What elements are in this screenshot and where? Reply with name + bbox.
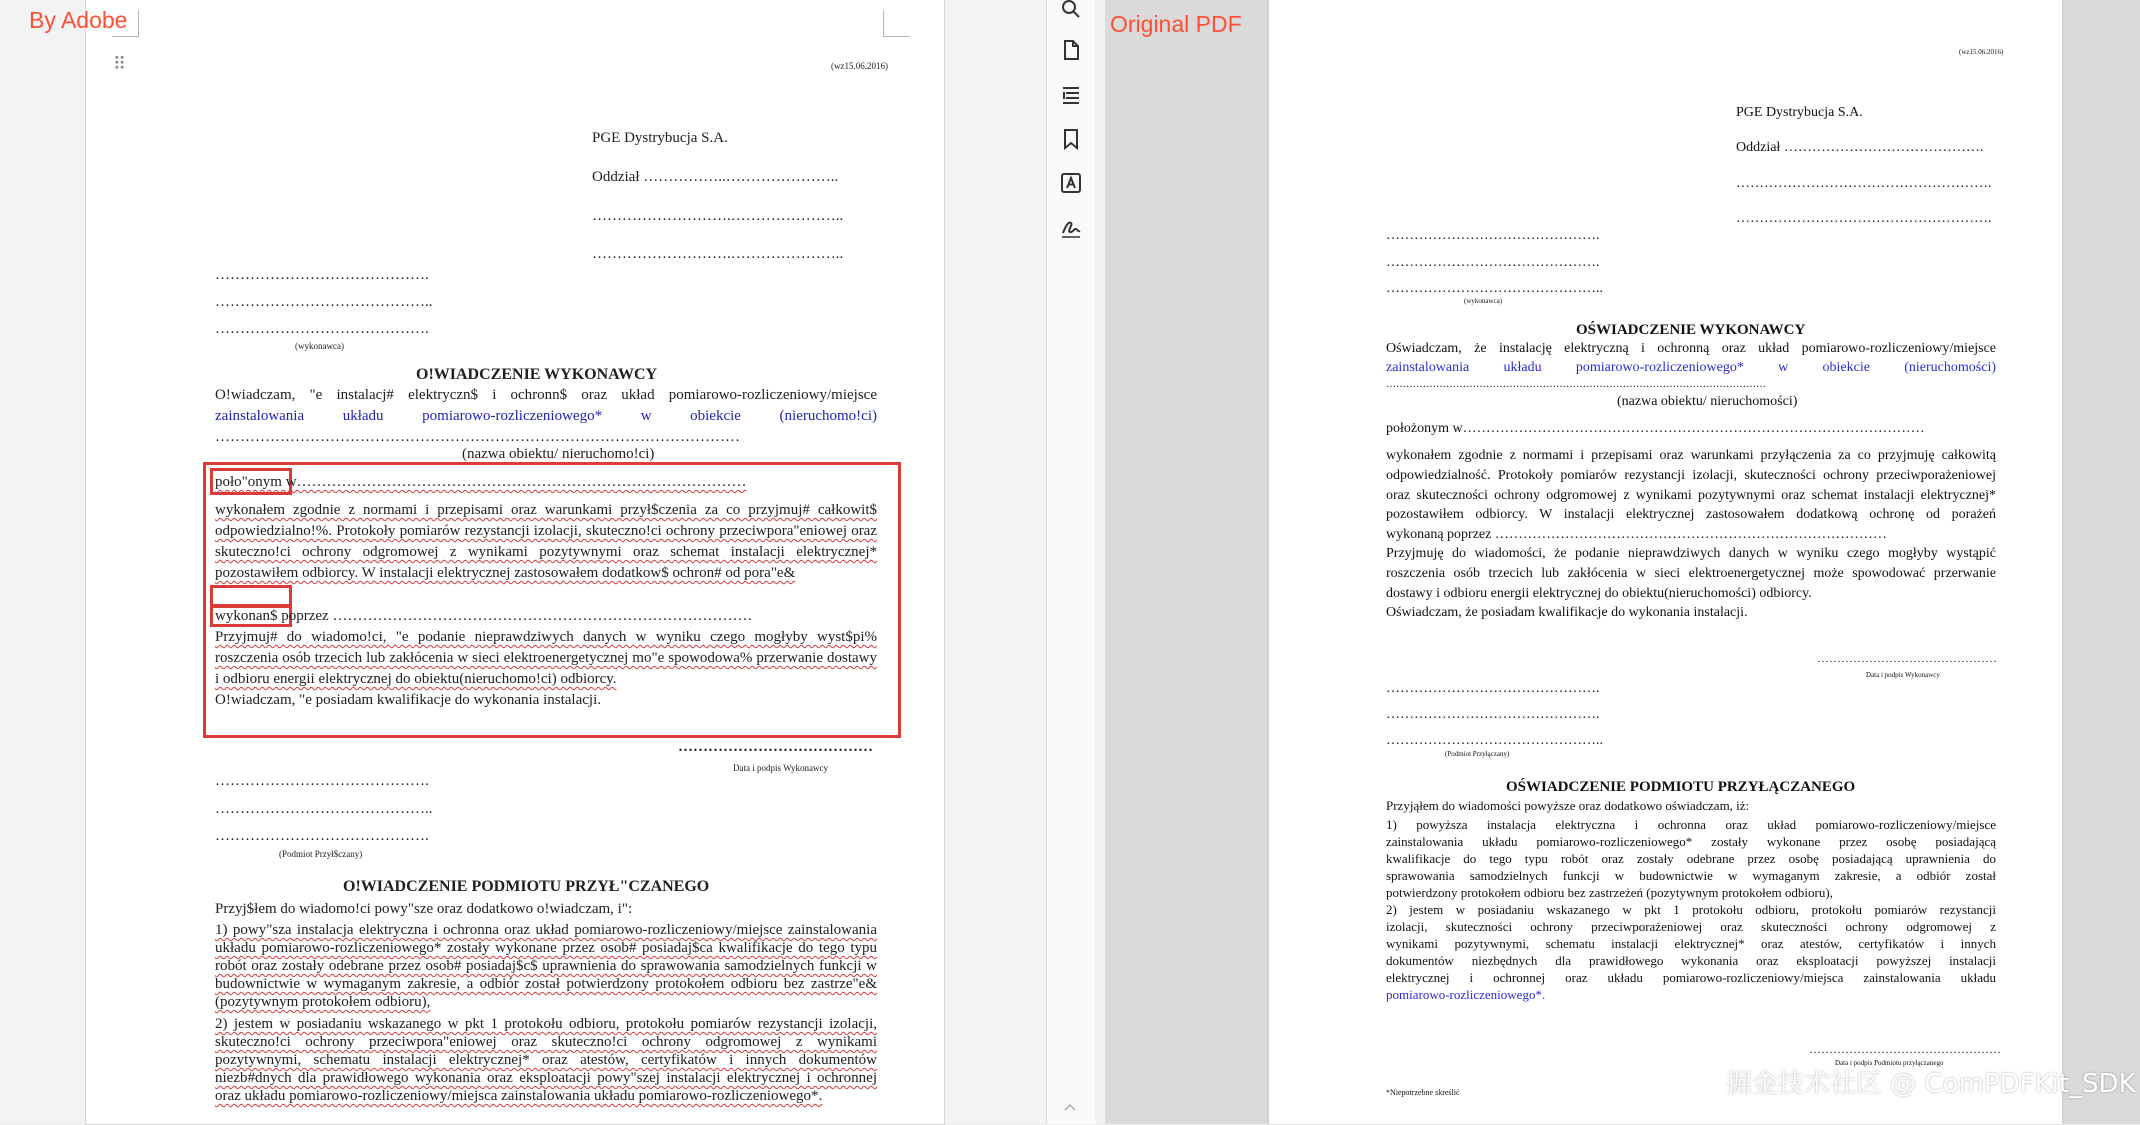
p1-line: Oświadczam, że instalację elektryczną i ochronną oraz układ pomiarowo-rozliczeniowy/miejsce — [1386, 341, 1996, 356]
body-line: Oświadczam, że posiadam kwalifikacje do wykonania instalacji. — [1386, 605, 1748, 620]
dotted-line: ………………………………………………. — [1736, 211, 1992, 226]
left-panel — [0, 0, 1046, 1124]
watermark: 掘金技术社区 @ ComPDFKit_SDK — [1726, 1069, 2136, 1099]
connected-line: ………………………………………. — [1386, 707, 1600, 722]
signature-dots: ……………………………………… — [1817, 651, 1997, 665]
search-icon[interactable] — [1059, 0, 1083, 21]
title-contractor-statement: O!WIADCZENIE WYKONAWCY — [416, 366, 658, 383]
connected-line: ……………………………………. — [215, 773, 429, 789]
p1-line: zainstalowania układu pomiarowo-rozliczeniowego* w obiekcie (nieruchomości) — [1386, 360, 1996, 375]
signature-dots: ………………………………… — [678, 739, 873, 755]
label-original-pdf: Original PDF — [1110, 11, 1242, 37]
connected-line: ……………………………………. — [215, 828, 429, 844]
box-line: O!wiadczam, "e posiadam kwalifikacje do wykonania instalacji. — [215, 692, 601, 708]
body-line: dostawy i odbioru energii elektrycznej do obiektu(nieruchomości) odbiorcy. — [1386, 586, 1812, 601]
p2-line: elektrycznej i ochronnej oraz układu pomiarowo-rozliczeniowy/miejsca zainstalowania układu — [1386, 970, 1996, 985]
p1-line: …………………………………………………………………………………………………… — [1386, 379, 1766, 390]
p2-line: Przyjąłem do wiadomości powyższe oraz dodatkowo oświadczam, iż: — [1386, 798, 1750, 813]
contractor-line: ………………………………………. — [1386, 228, 1600, 243]
p2-line: 1) powyższa instalacja elektryczna i ochronna oraz układ pomiarowo-rozliczeniowy/miejsce — [1386, 817, 1996, 832]
p2-line: kwalifikacje do tego typu robót oraz zostały odebrane przez osobę posiadającą uprawnienia do — [1386, 851, 1996, 866]
signature-caption: Data i podpis Wykonawcy — [1866, 671, 1940, 679]
located-line: położonym w……………………………………………………………………………………… — [1386, 421, 1925, 436]
box-line: wykonan$ poprzez ………………………………………………………………………… — [215, 608, 753, 624]
converted-document-page — [85, 0, 945, 1125]
doc-date: (wz15.06.2016) — [1959, 48, 2004, 56]
signature-icon[interactable] — [1059, 215, 1083, 239]
p2-line: sprawowania samodzielnych funkcji w budownictwie w wymaganym zakresie, a odbiór został — [1386, 868, 1996, 883]
page-corner-mark — [883, 10, 910, 37]
side-toolbar — [1046, 0, 1096, 1124]
box-line: poło"onym w……………………………………………………………………………… — [215, 474, 747, 490]
original-pdf-page — [1269, 0, 2062, 1124]
p2-line: izolacji, skuteczności ochrony przeciwporażeniowej oraz skuteczności ochrony odgromowej z — [1386, 919, 1996, 934]
p1-caption: (nazwa obiektu/ nieruchomości) — [1617, 394, 1798, 409]
p1-caption: (nazwa obiektu/ nieruchomo!ci) — [462, 446, 655, 462]
recipient: PGE Dystrybucja S.A. — [592, 130, 728, 146]
contractor-line: ……………………………………. — [215, 321, 429, 337]
connected-caption: (Podmiot Przyłączany) — [1445, 750, 1510, 758]
label-by-adobe: By Adobe — [29, 7, 128, 33]
drag-handle-icon[interactable]: ⠿ — [113, 54, 128, 75]
contractor-caption: (wykonawca) — [295, 341, 344, 351]
page-icon[interactable] — [1059, 38, 1083, 62]
box-paragraph: wykonałem zgodnie z normami i przepisami oraz warunkami przył$czenia za co przyjmuj# całkowit$ odpowiedzialno!%. Protokoły pomiarów rezystancji izolacji, skuteczno!ci ochrony przeciwpora"eniowej oraz skuteczno!ci ochrony odgromowej z wynikami pozytywnymi oraz schemat instalacji elektrycznej* pozostawiłem odbiorcy. W instalacji elektrycznej zastosowałem dodatkow$ ochron# od pora"e& — [215, 502, 877, 581]
dotted-line: ……………………….………………….. — [592, 246, 844, 262]
bookmark-icon[interactable] — [1059, 127, 1083, 151]
p2-line: potwierdzony protokołem odbioru bez zastrzeżeń (pozytywnym protokołem odbioru), — [1386, 885, 1833, 900]
contractor-line: ……………………………………. — [215, 267, 429, 283]
title-connected-statement: OŚWIADCZENIE PODMIOTU PRZYŁĄCZANEGO — [1506, 779, 1856, 795]
body-line: Przyjmuję do wiadomości, że podanie nieprawdziwych danych w wyniku czego mogłyby wystąpić — [1386, 546, 1996, 561]
p2-line: pomiarowo-rozliczeniowego*. — [1386, 987, 1546, 1002]
p2-line: Przyj$łem do wiadomo!ci powy"sze oraz dodatkowo o!wiadczam, i": — [215, 901, 633, 917]
body-line: wykonaną poprzez ………………………………………………………………………… — [1386, 527, 1887, 542]
p1-line: zainstalowania układu pomiarowo-rozliczeniowego* w obiekcie (nieruchomo!ci) — [215, 408, 877, 424]
connected-line: ………………………………………. — [1386, 681, 1600, 696]
collapse-icon[interactable] — [1062, 1100, 1078, 1116]
contractor-line: ………………………………………. — [1386, 255, 1600, 270]
box-paragraph: Przyjmuj# do wiadomo!ci, "e podanie nieprawdziwych danych w wyniku czego mogłyby wyst$pi% roszczenia osób trzecich lub zakłócenia w sieci elektroenergetycznej mo"e spowodowa% przerwanie dostawy i odbioru energii elektrycznej do obiektu(nieruchomo!ci) odbiorcy. — [215, 629, 877, 687]
highlight-word — [210, 585, 292, 607]
p2-line: zainstalowania układu pomiarowo-rozliczeniowego* zostały wykonane przez osobę posiadającą — [1386, 834, 1996, 849]
footnote: *Niepotrzebne skreślić — [1386, 1088, 1460, 1097]
contractor-line: …………………………………….. — [215, 294, 433, 310]
title-contractor-statement: OŚWIADCZENIE WYKONAWCY — [1576, 322, 1806, 338]
dotted-line: ……………………….………………….. — [592, 208, 844, 224]
outline-icon[interactable] — [1059, 83, 1083, 107]
connected-line: ……………………………………….. — [1386, 733, 1603, 748]
p1-line: O!wiadczam, "e instalacj# elektryczn$ i ochronn$ oraz układ pomiarowo-rozliczeniowy/miejsce — [215, 387, 877, 403]
branch-line: Oddział ……………..………………….. — [592, 169, 839, 185]
contractor-caption: (wykonawca) — [1464, 297, 1503, 305]
p1-line: …………………………………………………………………………………………… — [215, 429, 740, 445]
p2-line: wynikami pozytywnymi, schematu instalacji elektrycznej* oraz atestów, certyfikatów i innych — [1386, 936, 1996, 951]
connected-caption: (Podmiot Przył$czany) — [279, 849, 363, 859]
connected-line: …………………………………….. — [215, 801, 433, 817]
title-connected-statement: O!WIADCZENIE PODMIOTU PRZYŁ"CZANEGO — [343, 878, 710, 895]
doc-date: (wz15.06.2016) — [831, 61, 888, 71]
branch-line: Oddział ……………………………………. — [1736, 140, 1984, 155]
dotted-line: ………………………………………………. — [1736, 176, 1992, 191]
recipient: PGE Dystrybucja S.A. — [1736, 105, 1863, 120]
text-icon[interactable] — [1059, 171, 1083, 195]
signature-caption: Data i podpis Wykonawcy — [733, 763, 829, 773]
signature2-dots: ………………………………………… — [1809, 1042, 2001, 1056]
p2-line: dokumentów niezbędnych dla prawidłowego wykonania oraz eksploatacji powyższej instalacji — [1386, 953, 1996, 968]
p2-line: 2) jestem w posiadaniu wskazanego w pkt 1 protokołu odbioru, protokołu pomiarów rezystancji — [1386, 902, 1996, 917]
p2-paragraph: 2) jestem w posiadaniu wskazanego w pkt 1 protokołu odbioru, protokołu pomiarów rezystancji izolacji, skuteczno!ci ochrony przeciwpora"eniowej oraz skuteczno!ci ochrony odgromowej z wynikami pozytywnymi, schematu instalacji elektrycznej* oraz atestów, certyfikatów i innych dokumentów niezb#dnych dla prawidłowego wykonania oraz eksploatacji powy"szej instalacji elektrycznej i ochronnej oraz układu pomiarowo-rozliczeniowy/miejsca zainstalowania układu pomiarowo-rozliczeniowego*. — [215, 1016, 877, 1104]
body-line: odpowiedzialność. Protokoły pomiarów rezystancji izolacji, skuteczności ochrony przeciwporażeniowej — [1386, 468, 1996, 483]
body-line: wykonałem zgodnie z normami i przepisami oraz warunkami przyłączenia za co przyjmuję całkowitą — [1386, 448, 1996, 463]
body-line: oraz skuteczności ochrony odgromowej z wynikami pozytywnymi oraz schemat instalacji elektrycznej* — [1386, 488, 1996, 503]
signature2-caption: Data i podpis Podmiotu przyłączanego — [1835, 1059, 1944, 1067]
body-line: pozostawiłem odbiorcy. W instalacji elektrycznej zastosowałem dodatkową ochronę od porażeń — [1386, 507, 1996, 522]
body-line: roszczenia osób trzecich lub zakłócenia w sieci elektroenergetycznej może spowodować przerwanie — [1386, 566, 1996, 581]
scrollbar[interactable] — [1095, 0, 1105, 1124]
contractor-line: ……………………………………….. — [1386, 281, 1603, 296]
p2-paragraph: 1) powy"sza instalacja elektryczna i ochronna oraz układ pomiarowo-rozliczeniowy/miejsce zainstalowania układu pomiarowo-rozliczeniowego* zostały wykonane przez osob# posiadaj$ca kwalifikacje do tego typu robót oraz zostały odebrane przez osob# posiadaj$c$ uprawnienia do sprawowania samodzielnych funkcji w budownictwie w wymaganym zakresie, a odbiór został potwierdzony protokołem odbioru bez zastrze"e& (pozytywnym protokołem odbioru), — [215, 922, 877, 1010]
